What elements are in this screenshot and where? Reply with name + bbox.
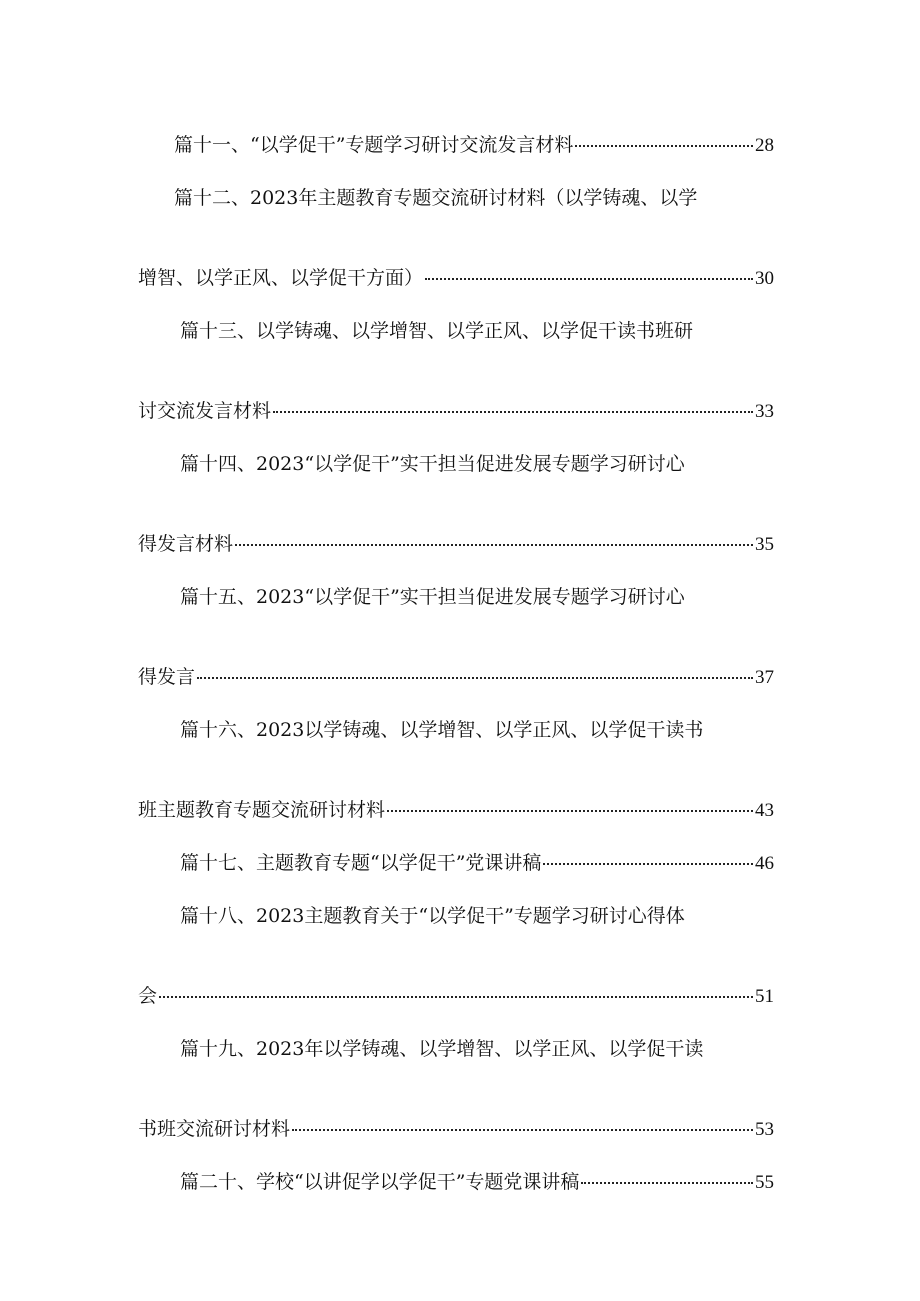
toc-entry[interactable] xyxy=(138,848,774,878)
toc-entry-title: 篇十四、2023“以学促干”实干担当促进发展专题学习研讨心 xyxy=(180,453,685,475)
toc-entry-title-continued: 增智、以学正风、以学促干方面） xyxy=(138,267,424,289)
toc-entry[interactable] xyxy=(138,316,774,426)
toc-page-number: 53 xyxy=(755,1119,774,1140)
toc-page-number: 28 xyxy=(755,135,774,156)
toc-entry[interactable] xyxy=(138,130,774,160)
toc-entry[interactable] xyxy=(138,901,774,1011)
toc-entry-title: 篇十五、2023“以学促干”实干担当促进发展专题学习研讨心 xyxy=(180,586,685,608)
toc-entry[interactable] xyxy=(138,1167,774,1197)
dot-leader xyxy=(543,863,753,865)
dot-leader xyxy=(273,411,753,413)
toc-entry-title-continued: 讨交流发言材料 xyxy=(138,400,272,422)
toc-entry[interactable] xyxy=(138,582,774,692)
dot-leader xyxy=(197,677,753,679)
toc-page-number: 43 xyxy=(755,800,774,821)
toc-entry[interactable] xyxy=(138,715,774,825)
toc-entry-title: 篇二十、学校“以讲促学以学促干”专题党课讲稿 xyxy=(180,1171,580,1193)
dot-leader xyxy=(292,1129,753,1131)
toc-page-number: 46 xyxy=(755,853,774,874)
toc-entry-title-continued: 会 xyxy=(138,985,158,1007)
toc-entry-title: 篇十八、2023主题教育关于“以学促干”专题学习研讨心得体 xyxy=(180,905,685,927)
toc-entry-title: 篇十七、主题教育专题“以学促干”党课讲稿 xyxy=(180,852,542,874)
dot-leader xyxy=(235,544,753,546)
toc-entry-title-continued: 书班交流研讨材料 xyxy=(138,1118,291,1140)
dot-leader xyxy=(387,810,753,812)
toc-entry-title-continued: 班主题教育专题交流研讨材料 xyxy=(138,799,386,821)
toc-entry[interactable] xyxy=(138,183,774,293)
dot-leader xyxy=(425,278,753,280)
toc-entry-title: 篇十六、2023以学铸魂、以学增智、以学正风、以学促干读书 xyxy=(180,719,704,741)
toc-page-number: 37 xyxy=(755,667,774,688)
dot-leader xyxy=(159,996,753,998)
toc-entry-title: 篇十二、2023年主题教育专题交流研讨材料（以学铸魂、以学 xyxy=(174,187,698,209)
toc-entry[interactable] xyxy=(138,449,774,559)
toc-entry-title: 篇十九、2023年以学铸魂、以学增智、以学正风、以学促干读 xyxy=(180,1038,704,1060)
toc-page-number: 30 xyxy=(755,268,774,289)
dot-leader xyxy=(575,145,753,147)
toc-page-number: 33 xyxy=(755,401,774,422)
toc-entry-title-continued: 得发言材料 xyxy=(138,533,234,555)
toc-entry-title-continued: 得发言 xyxy=(138,666,196,688)
dot-leader xyxy=(581,1182,753,1184)
toc-entry-title: 篇十三、以学铸魂、以学增智、以学正风、以学促干读书班研 xyxy=(180,320,694,342)
table-of-contents xyxy=(138,130,774,1197)
toc-page-number: 51 xyxy=(755,986,774,1007)
toc-entry-title: 篇十一、“以学促干”专题学习研讨交流发言材料 xyxy=(174,134,574,156)
toc-page-number: 35 xyxy=(755,534,774,555)
toc-entry[interactable] xyxy=(138,1034,774,1144)
toc-page-number: 55 xyxy=(755,1172,774,1193)
